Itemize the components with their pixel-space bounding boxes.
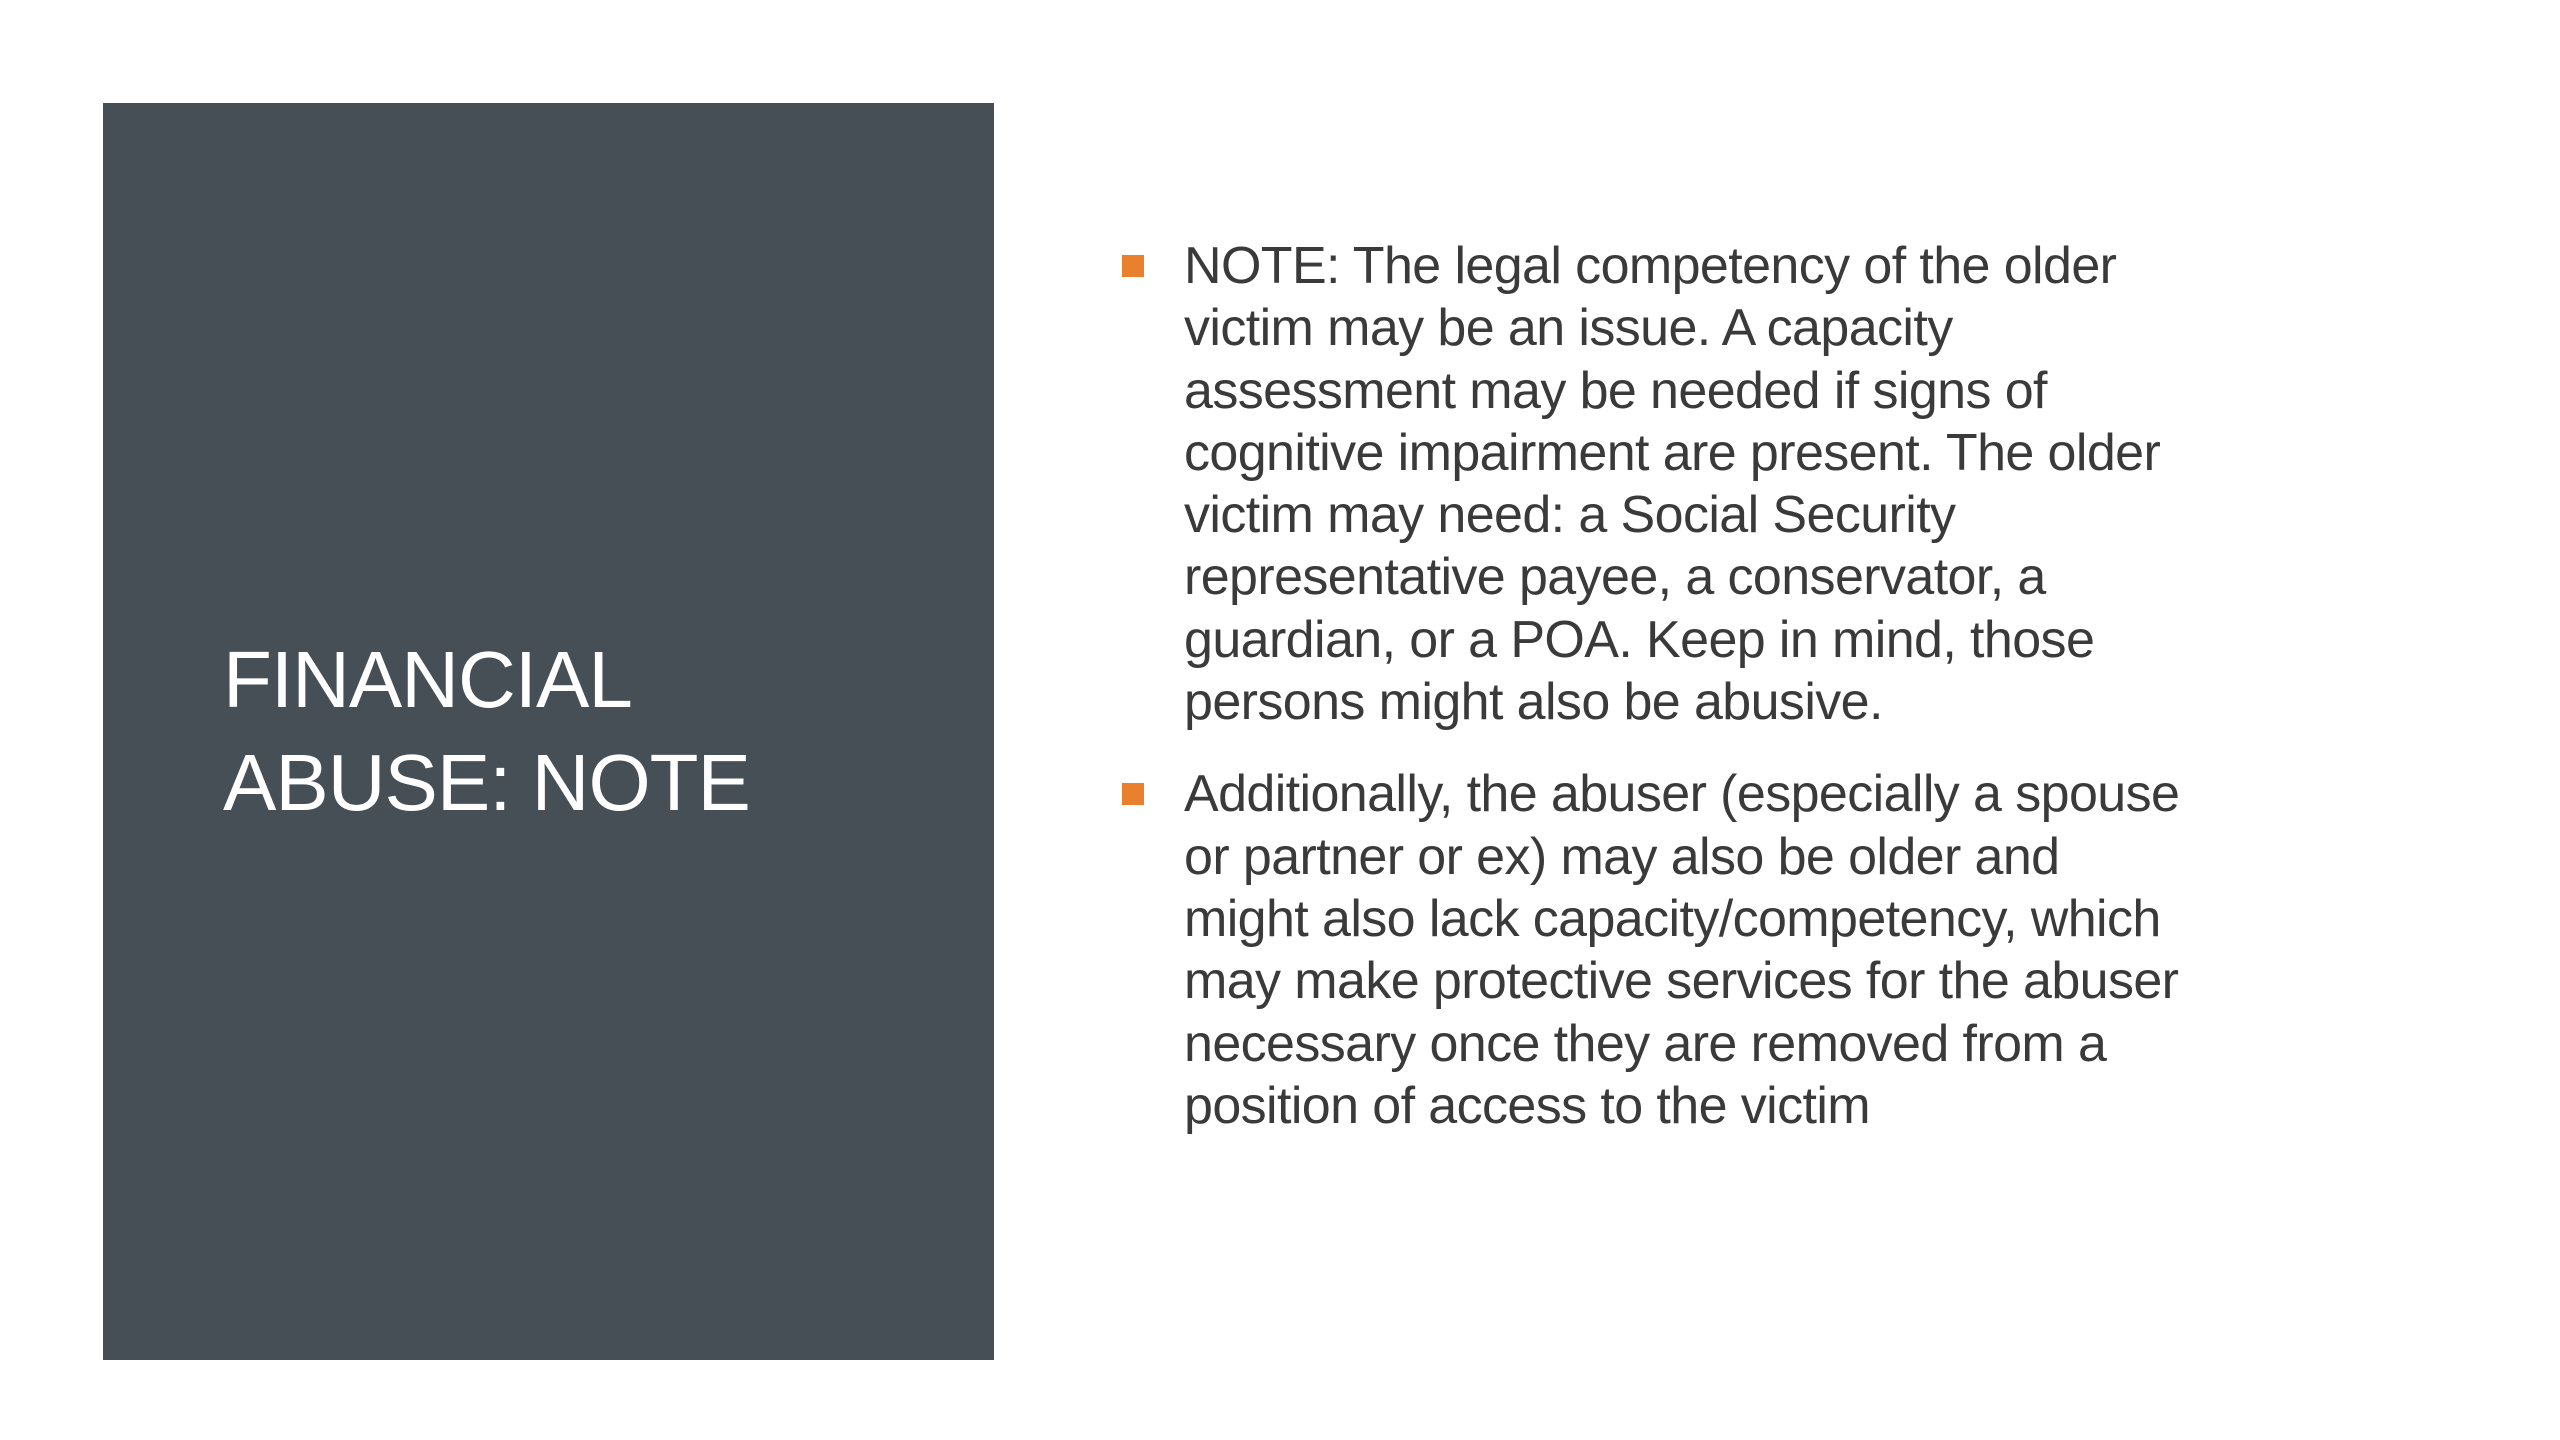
bullet-line: or partner or ex) may also be older and — [1184, 827, 2060, 886]
bullet-line: NOTE: The legal competency of the older — [1184, 237, 2117, 295]
bullet-line: representative payee, a conservator, a — [1184, 548, 2046, 607]
bullet-line: position of access to the victim — [1184, 1076, 1870, 1135]
bullet-line: guardian, or a POA. Keep in mind, those — [1184, 610, 2095, 669]
slide-title — [223, 628, 963, 834]
bullet-text — [1184, 763, 2458, 1137]
bullet-line: persons might also be abusive. — [1184, 673, 1883, 732]
bullet-item-additionally — [1118, 763, 2458, 1137]
bullet-item-note — [1118, 235, 2458, 733]
bullet-line: might also lack capacity/competency, which — [1184, 889, 2161, 948]
bullet-line: cognitive impairment are present. The older — [1184, 423, 2161, 482]
slide-title-line-1: FINANCIAL — [223, 635, 632, 724]
bullet-text — [1184, 235, 2458, 733]
title-panel — [103, 103, 994, 1360]
bullet-line: victim may need: a Social Security — [1184, 486, 1956, 545]
slide-title-line-2: ABUSE: NOTE — [223, 738, 750, 827]
bullet-line: Additionally, the abuser (especially a spouse — [1184, 765, 2180, 824]
bullet-line: necessary once they are removed from a — [1184, 1014, 2107, 1073]
square-bullet-icon — [1122, 255, 1144, 277]
bullet-line: assessment may be needed if signs of — [1184, 361, 2047, 420]
bullet-line: victim may be an issue. A capacity — [1184, 299, 1953, 358]
bullet-list — [1118, 235, 2458, 1167]
bullet-line: may make protective services for the abuser — [1184, 952, 2179, 1011]
square-bullet-icon — [1122, 783, 1144, 805]
